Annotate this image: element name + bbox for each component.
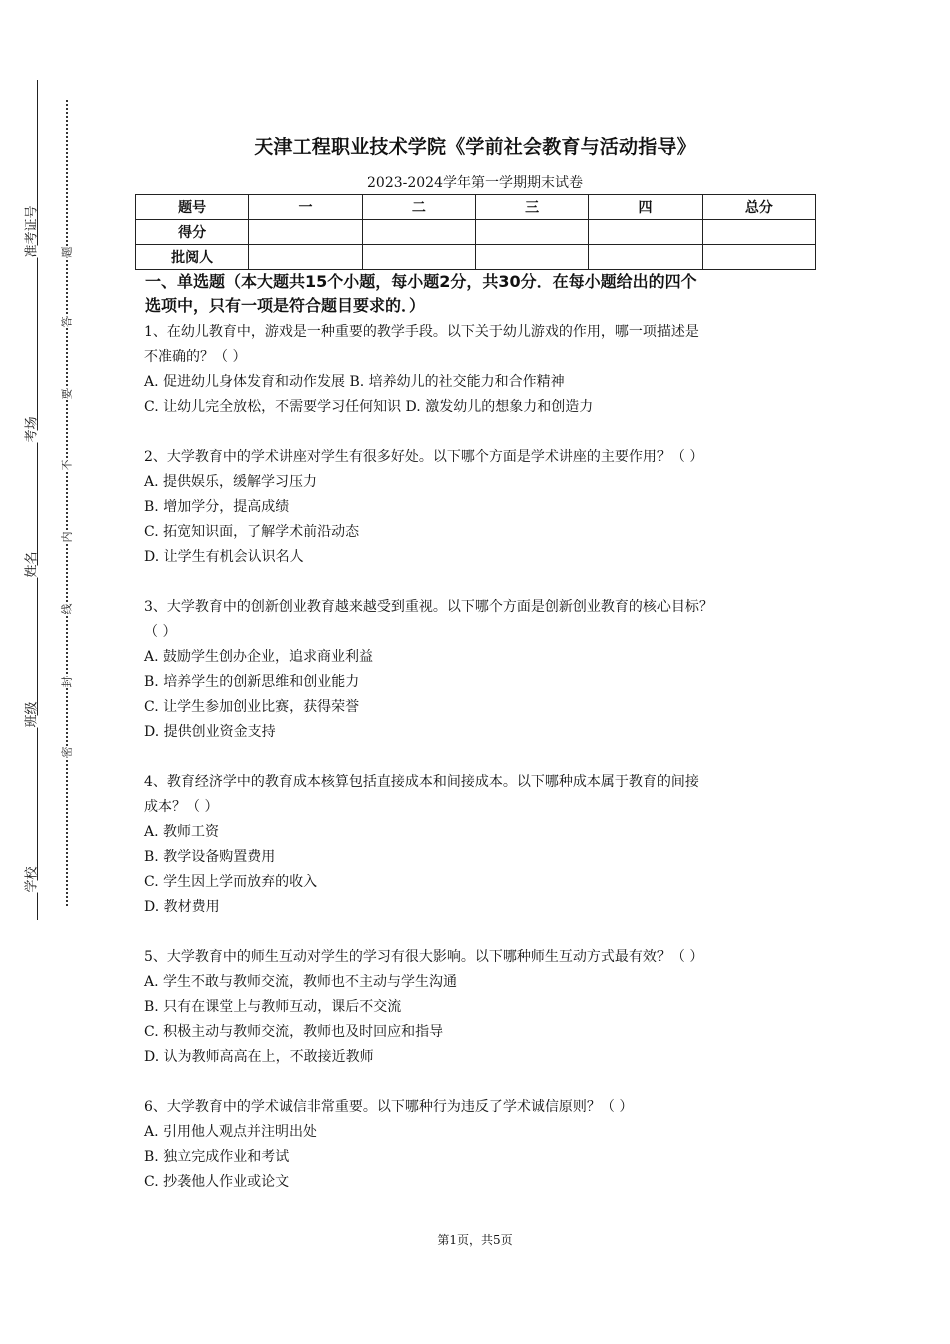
answer-option: C. 积极主动与教师交流，教师也及时回应和指导 — [144, 1024, 444, 1040]
question-stem: 3、大学教育中的创新创业教育越来越受到重视。以下哪个方面是创新创业教育的核心目标？ — [144, 599, 713, 615]
score-row-label: 得分 — [136, 220, 249, 245]
question-2 — [144, 445, 816, 570]
question-4 — [144, 770, 816, 920]
answer-option: D. 让学生有机会认识名人 — [144, 549, 304, 565]
seal-char: 题 — [60, 246, 74, 258]
grader-cell[interactable] — [362, 245, 475, 270]
score-cell[interactable] — [475, 220, 588, 245]
answer-option: C. 让学生参加创业比赛，获得荣誉 — [144, 699, 360, 715]
score-cell[interactable] — [362, 220, 475, 245]
seal-char: 密 — [60, 746, 74, 758]
question-stem: 2、大学教育中的学术讲座对学生有很多好处。以下哪个方面是学术讲座的主要作用？（ ） — [144, 449, 704, 465]
seal-char: 内 — [60, 531, 74, 543]
answer-option: B. 培养学生的创新思维和创业能力 — [144, 674, 360, 690]
score-cell[interactable] — [702, 220, 815, 245]
question-stem: 1、在幼儿教育中，游戏是一种重要的教学手段。以下关于幼儿游戏的作用，哪一项描述是 — [144, 324, 699, 340]
answer-option: D. 教材费用 — [144, 899, 220, 915]
question-stem: 不准确的？（ ） — [144, 349, 247, 365]
score-col-header: 三 — [475, 195, 588, 220]
score-col-header: 四 — [589, 195, 702, 220]
exam-number-label: 准考证号 — [24, 205, 40, 258]
question-stem: 6、大学教育中的学术诚信非常重要。以下哪种行为违反了学术诚信原则？（ ） — [144, 1099, 634, 1115]
answer-option: A. 促进幼儿身体发育和动作发展 B. 培养幼儿的社交能力和合作精神 — [144, 374, 565, 390]
school-label: 学校 — [24, 866, 40, 893]
score-table-header-row — [136, 195, 816, 220]
question-stem: 成本？（ ） — [144, 799, 219, 815]
answer-option: D. 认为教师高高在上，不敢接近教师 — [144, 1049, 374, 1065]
score-row — [136, 220, 816, 245]
section-heading — [145, 270, 816, 318]
exam-room-label: 考场 — [24, 416, 40, 443]
grader-cell[interactable] — [589, 245, 702, 270]
score-table — [135, 194, 816, 270]
answer-option: B. 独立完成作业和考试 — [144, 1149, 290, 1165]
answer-option: C. 抄袭他人作业或论文 — [144, 1174, 290, 1190]
page-number: 第1页，共5页 — [437, 1233, 513, 1247]
answer-option: B. 只有在课堂上与教师互动，课后不交流 — [144, 999, 402, 1015]
grader-cell[interactable] — [702, 245, 815, 270]
seal-char: 不 — [60, 459, 74, 471]
answer-option: C. 拓宽知识面，了解学术前沿动态 — [144, 524, 360, 540]
seal-char: 封 — [60, 676, 74, 688]
grader-cell[interactable] — [475, 245, 588, 270]
section-heading-line: 一、单选题（本大题共15个小题，每小题2分，共30分．在每小题给出的四个 — [145, 272, 697, 291]
grader-cell[interactable] — [249, 245, 362, 270]
seal-char: 答 — [60, 316, 74, 328]
score-cell[interactable] — [249, 220, 362, 245]
question-stem: 5、大学教育中的师生互动对学生的学习有很大影响。以下哪种师生互动方式最有效？（ ） — [144, 949, 704, 965]
seal-char: 线 — [60, 603, 74, 615]
answer-option: C. 让幼儿完全放松，不需要学习任何知识 D. 激发幼儿的想象力和创造力 — [144, 399, 594, 415]
exam-subtitle: 2023-2024学年第一学期期末试卷 — [367, 175, 583, 191]
score-col-header: 一 — [249, 195, 362, 220]
answer-option: A. 鼓励学生创办企业，追求商业利益 — [144, 649, 374, 665]
question-3 — [144, 595, 816, 745]
score-cell[interactable] — [589, 220, 702, 245]
student-name-label: 姓名 — [24, 551, 40, 578]
answer-option: A. 学生不敢与教师交流，教师也不主动与学生沟通 — [144, 974, 458, 990]
answer-option: A. 教师工资 — [144, 824, 220, 840]
exam-title: 天津工程职业技术学院《学前社会教育与活动指导》 — [254, 136, 696, 158]
answer-option: A. 引用他人观点并注明出处 — [144, 1124, 318, 1140]
question-6 — [144, 1095, 816, 1195]
answer-option: B. 增加学分，提高成绩 — [144, 499, 290, 515]
section-heading-line: 选项中，只有一项是符合题目要求的．） — [145, 296, 426, 315]
exam-content — [144, 270, 816, 1220]
question-5 — [144, 945, 816, 1070]
score-col-header: 题号 — [136, 195, 249, 220]
seal-dotted-line — [66, 100, 68, 906]
seal-char: 要 — [60, 388, 74, 400]
answer-option: C. 学生因上学而放弃的收入 — [144, 874, 318, 890]
question-stem: （ ） — [144, 624, 177, 640]
question-stem: 4、教育经济学中的教育成本核算包括直接成本和间接成本。以下哪种成本属于教育的间接 — [144, 774, 699, 790]
answer-option: B. 教学设备购置费用 — [144, 849, 276, 865]
score-col-header: 二 — [362, 195, 475, 220]
question-1 — [144, 320, 816, 420]
score-col-header: 总分 — [702, 195, 815, 220]
answer-option: A. 提供娱乐，缓解学习压力 — [144, 474, 318, 490]
class-label: 班级 — [24, 701, 40, 728]
answer-option: D. 提供创业资金支持 — [144, 724, 276, 740]
grader-row-label: 批阅人 — [136, 245, 249, 270]
grader-row — [136, 245, 816, 270]
